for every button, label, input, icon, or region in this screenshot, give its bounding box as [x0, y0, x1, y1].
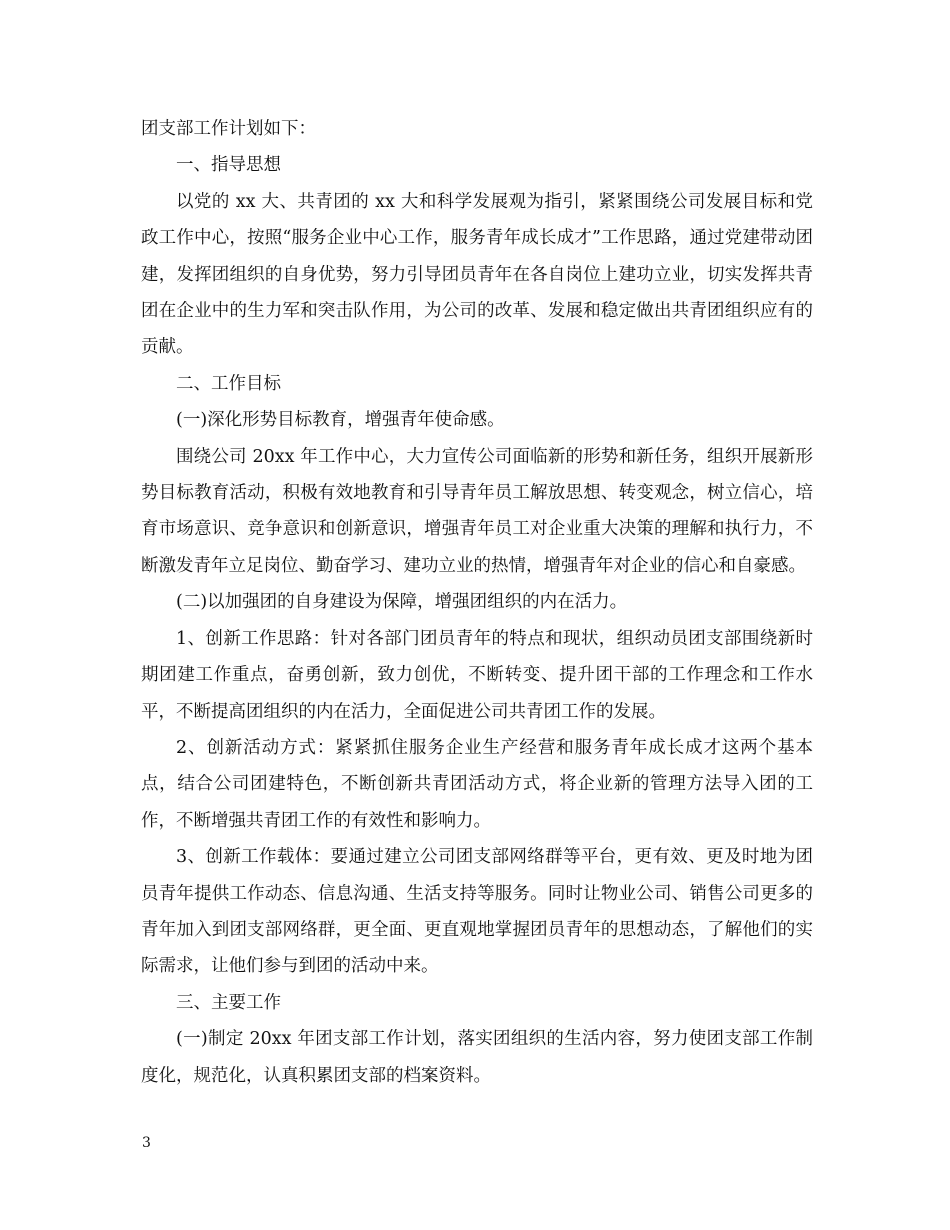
paragraph-main-work-one: (一)制定 20xx 年团支部工作计划，落实团组织的生活内容，努力使团支部工作制度化，规范化，认真积累团支部的档案资料。	[141, 1029, 813, 1086]
intro-line: 团支部工作计划如下：	[141, 119, 316, 139]
subheading-goal-one: (一)深化形势目标教育，增强青年使命感。	[176, 410, 505, 431]
section-heading-main-work: 三、主要工作	[176, 992, 281, 1013]
paragraph-innovation-thinking: 1、创新工作思路：针对各部门团员青年的特点和现状，组织动员团支部围绕新时期团建工作重点，奋勇创新，致力创优，不断转变、提升团干部的工作理念和工作水平，不断提高团组织的内在活力，全面促进公司共青团工作的发展。	[141, 628, 813, 722]
document-body	[141, 111, 813, 1094]
section-heading-work-goals: 二、工作目标	[176, 373, 281, 394]
section-heading-guiding-ideology: 一、指导思想	[176, 155, 281, 176]
paragraph-innovation-carrier: 3、创新工作载体：要通过建立公司团支部网络群等平台，更有效、更及时地为团员青年提供工作动态、信息沟通、生活支持等服务。同时让物业公司、销售公司更多的青年加入到团支部网络群，更全面、更直观地掌握团员青年的思想动态，了解他们的实际需求，让他们参与到团的活动中来。	[141, 847, 813, 977]
subheading-goal-two: (二)以加强团的自身建设为保障，增强团组织的内在活力。	[176, 592, 628, 613]
paragraph-guiding-ideology: 以党的 xx 大、共青团的 xx 大和科学发展观为指引，紧紧围绕公司发展目标和党政工作中心，按照“服务企业中心工作，服务青年成长成才”工作思路，通过党建带动团建，发挥团组织的自身优势，努力引导团员青年在各自岗位上建功立业，切实发挥共青团在企业中的生力军和突击队作用，为公司的改革、发展和稳定做出共青团组织应有的贡献。	[141, 191, 813, 358]
paragraph-goal-one: 围绕公司 20xx 年工作中心，大力宣传公司面临新的形势和新任务，组织开展新形势目标教育活动，积极有效地教育和引导青年员工解放思想、转变观念，树立信心，培育市场意识、竞争意识和创新意识，增强青年员工对企业重大决策的理解和执行力，不断激发青年立足岗位、勤奋学习、建功立业的热情，增强青年对企业的信心和自豪感。	[141, 446, 813, 576]
page-number: 3	[142, 1135, 151, 1151]
paragraph-innovation-activities: 2、创新活动方式：紧紧抓住服务企业生产经营和服务青年成长成才这两个基本点，结合公司团建特色，不断创新共青团活动方式，将企业新的管理方法导入团的工作，不断增强共青团工作的有效性和影响力。	[141, 737, 813, 831]
